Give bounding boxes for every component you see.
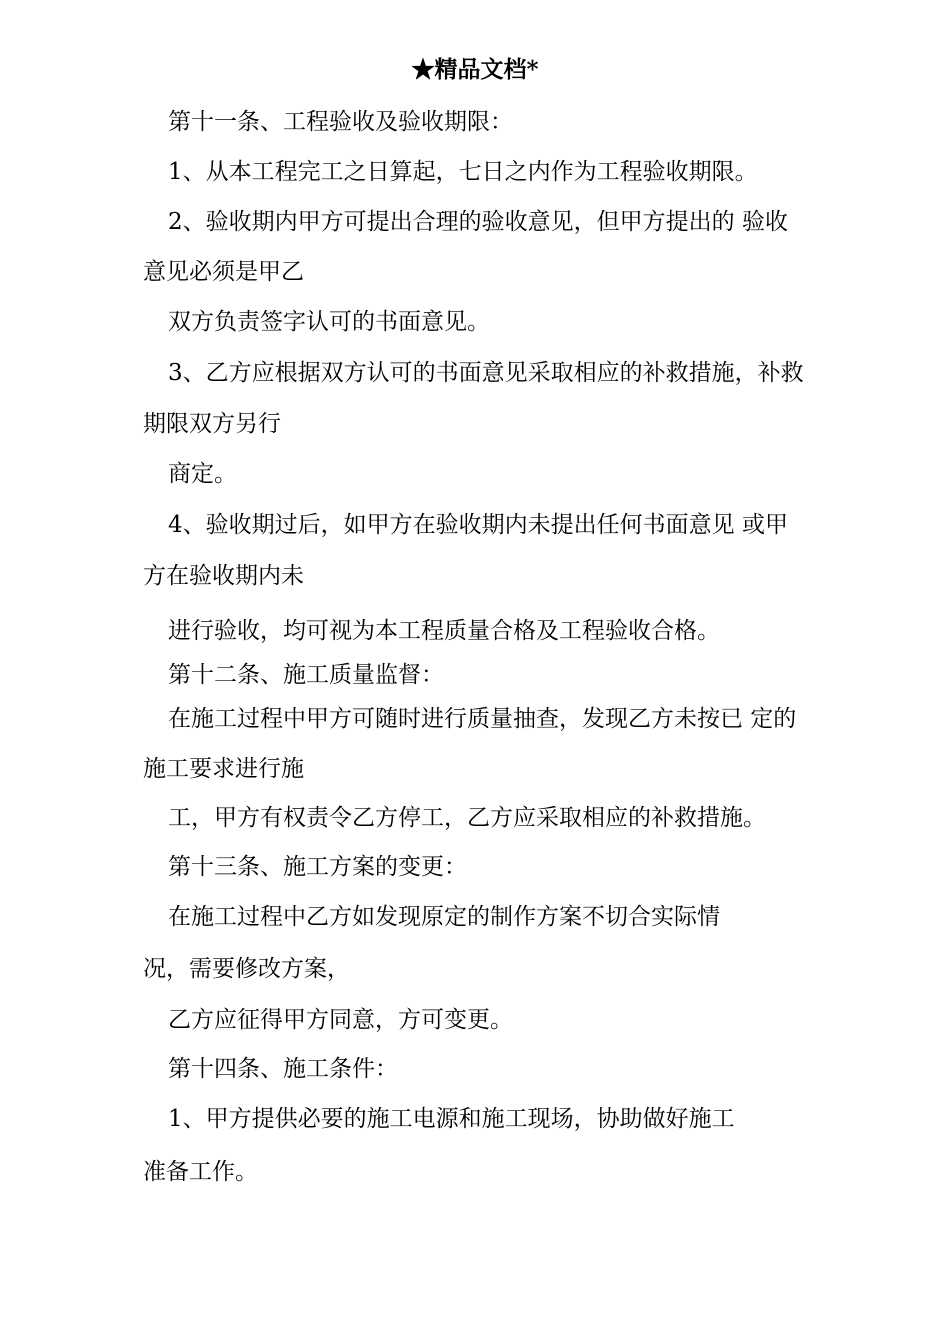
article-14-heading: 第十四条、施工条件： [168,1056,398,1082]
paragraph-line: 1、甲方提供必要的施工电源和施工现场，协助做好施工 [168,1106,735,1132]
paragraph-line: 1、从本工程完工之日算起，七日之内作为工程验收期限。 [168,159,758,185]
page-header: ★精品文档* [411,56,539,83]
paragraph-line: 4、验收期过后，如甲方在验收期内未提出任何书面意见 或甲 [168,512,788,538]
paragraph-line: 2、验收期内甲方可提出合理的验收意见，但甲方提出的 验收 [168,209,788,235]
paragraph-line: 期限双方另行 [143,411,281,437]
paragraph-line: 双方负责签字认可的书面意见。 [168,309,490,335]
article-12-heading: 第十二条、施工质量监督： [168,662,444,688]
paragraph-line: 况，需要修改方案， [143,956,350,982]
article-13-heading: 第十三条、施工方案的变更： [168,854,467,880]
paragraph-line: 施工要求进行施 [143,756,304,782]
paragraph-line: 准备工作。 [143,1159,258,1185]
paragraph-line: 乙方应征得甲方同意，方可变更。 [168,1007,513,1033]
paragraph-line: 意见必须是甲乙 [143,259,304,285]
paragraph-line: 3、乙方应根据双方认可的书面意见采取相应的补救措施，补救 [168,360,804,386]
paragraph-line: 进行验收，均可视为本工程质量合格及工程验收合格。 [168,618,720,644]
article-11-heading: 第十一条、工程验收及验收期限： [168,109,513,135]
paragraph-line: 在施工过程中乙方如发现原定的制作方案不切合实际情 [168,904,720,930]
paragraph-line: 工，甲方有权责令乙方停工，乙方应采取相应的补救措施。 [168,805,766,831]
paragraph-line: 方在验收期内未 [143,563,304,589]
paragraph-line: 在施工过程中甲方可随时进行质量抽查，发现乙方未按已 定的 [168,706,797,732]
paragraph-line: 商定。 [168,461,237,487]
